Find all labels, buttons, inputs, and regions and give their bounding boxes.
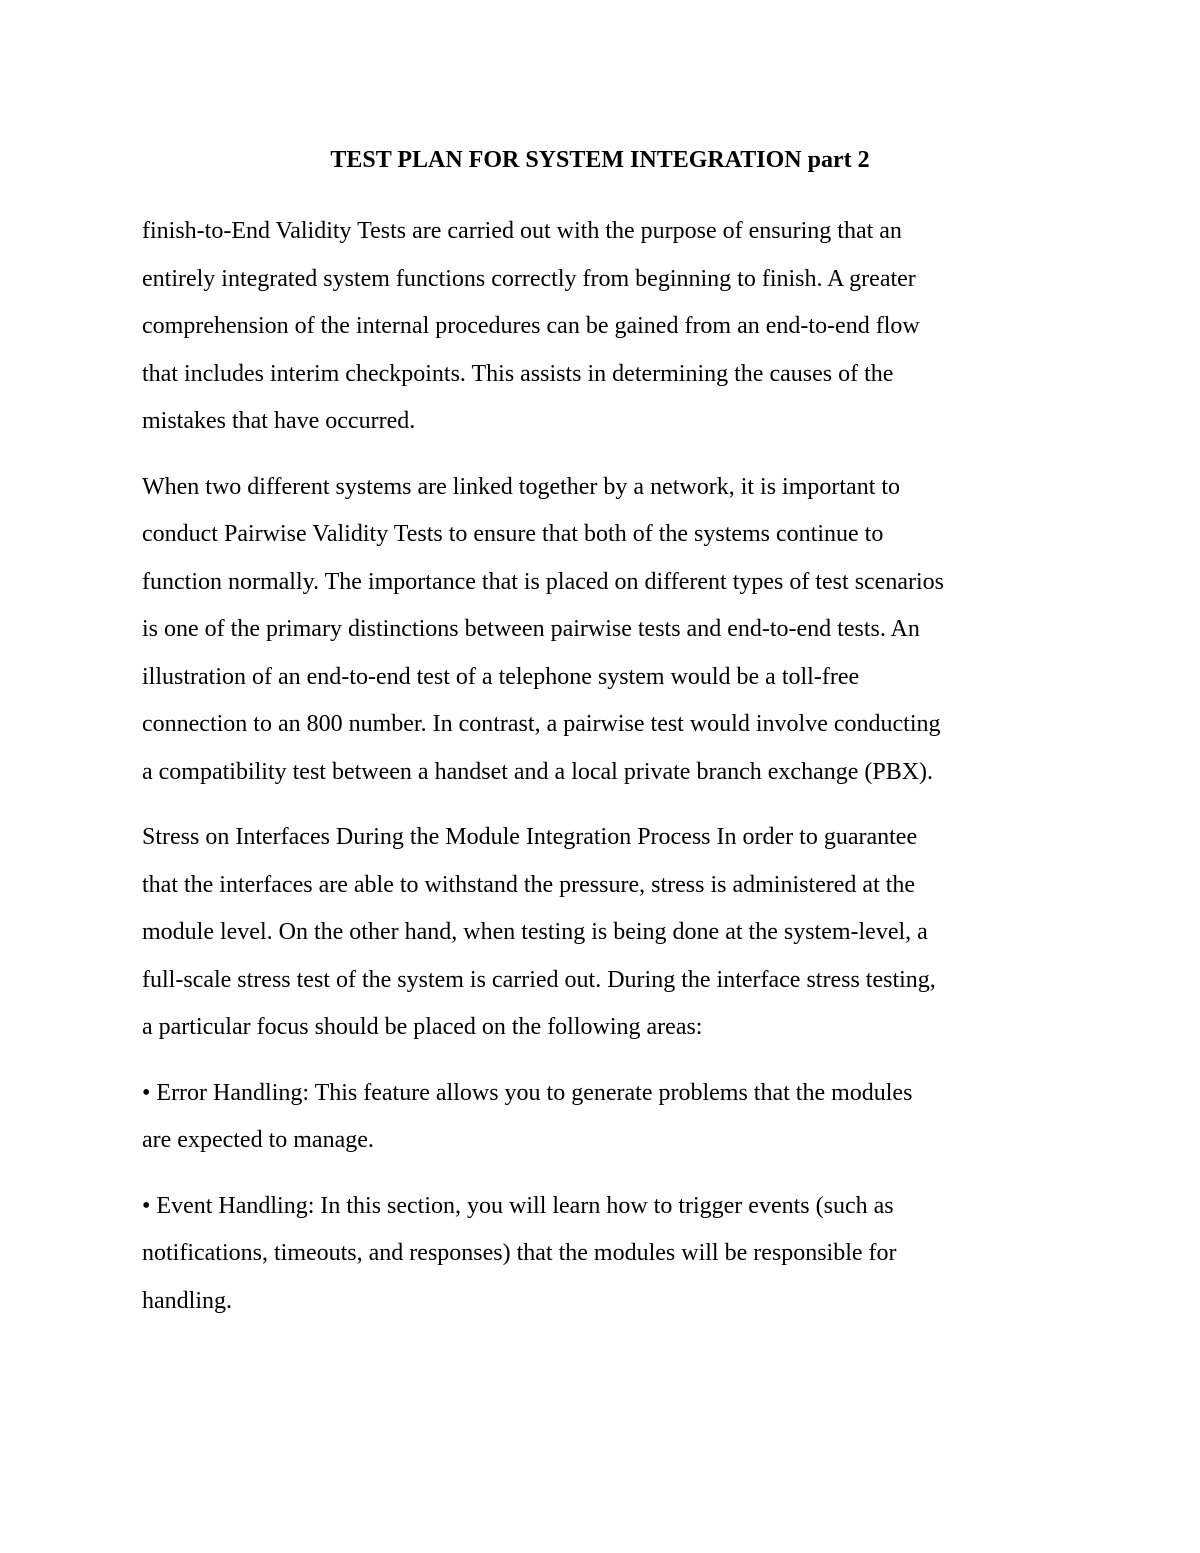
document-body [142, 208, 1072, 1343]
text-line: function normally. The importance that is placed on different types of test scenarios [142, 568, 944, 595]
paragraph-end-to-end-tests [142, 208, 1072, 446]
text-line: entirely integrated system functions correctly from beginning to finish. A greater [142, 265, 916, 292]
text-line: finish-to-End Validity Tests are carried out with the purpose of ensuring that an [142, 218, 902, 244]
text-line: is one of the primary distinctions between pairwise tests and end-to-end tests. An [142, 616, 920, 642]
text-line: handling. [142, 1287, 232, 1314]
bullet-error-handling [142, 1070, 1072, 1165]
bullet-event-handling [142, 1183, 1072, 1326]
text-line: a compatibility test between a handset and a local private branch exchange (PBX). [142, 758, 934, 785]
text-line: notifications, timeouts, and responses) that the modules will be responsible for [142, 1240, 897, 1266]
text-line: When two different systems are linked together by a network, it is important to [142, 473, 901, 500]
paragraph-pairwise-tests [142, 464, 1072, 797]
text-line: connection to an 800 number. In contrast, a pairwise test would involve conducting [142, 711, 941, 737]
document-title: TEST PLAN FOR SYSTEM INTEGRATION part 2 [330, 147, 870, 173]
text-line: full-scale stress test of the system is carried out. During the interface stress testing, [142, 966, 936, 993]
text-line: comprehension of the internal procedures can be gained from an end-to-end flow [142, 313, 920, 339]
text-line: mistakes that have occurred. [142, 408, 416, 434]
text-line: Stress on Interfaces During the Module Integration Process In order to guarantee [142, 824, 918, 850]
text-line: that includes interim checkpoints. This assists in determining the causes of the [142, 360, 894, 387]
text-line: a particular focus should be placed on the following areas: [142, 1014, 703, 1040]
text-line: conduct Pairwise Validity Tests to ensure that both of the systems continue to [142, 521, 884, 547]
text-line: are expected to manage. [142, 1127, 374, 1153]
text-line: • Error Handling: This feature allows you to generate problems that the modules [142, 1079, 913, 1106]
text-line: that the interfaces are able to withstand the pressure, stress is administered at the [142, 871, 916, 898]
text-line: • Event Handling: In this section, you will learn how to trigger events (such as [142, 1192, 894, 1219]
text-line: illustration of an end-to-end test of a telephone system would be a toll-free [142, 663, 860, 690]
text-line: module level. On the other hand, when testing is being done at the system-level, a [142, 919, 928, 945]
paragraph-interface-stress [142, 814, 1072, 1052]
